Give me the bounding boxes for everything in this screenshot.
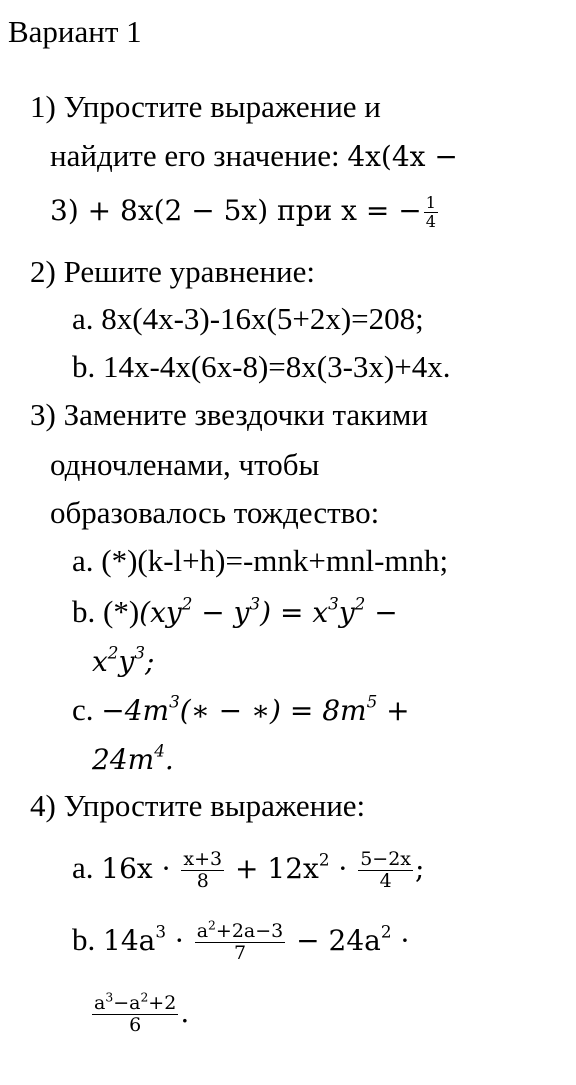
task4-b-coef1: $14a^3$ · [103, 921, 193, 957]
task3-item-b-cont [92, 641, 154, 682]
task3-item-b-prefix: b. (*) [72, 594, 140, 629]
task1-x-fraction: $\frac{1}{4}$ [425, 193, 436, 232]
task3-item-c-prefix: c. [72, 692, 102, 727]
task2-title: 2) Решите уравнение: [30, 254, 315, 289]
task1-line3 [50, 190, 440, 232]
task4-a-end: ; [415, 852, 425, 885]
task4-b-fraction1: $\frac{a^2+2a-3}{7}$ [196, 918, 284, 965]
task3-item-c-formula-end: $24m^4$. [92, 740, 174, 776]
task3-line2: одночленами, чтобы [50, 447, 320, 482]
task3-item-b-formula-end: $x^2y^3$; [92, 642, 155, 678]
task4-item-b [72, 920, 409, 965]
task1-line2-text: найдите его значение: [50, 138, 348, 173]
task4-item-a-prefix: a. [72, 850, 102, 885]
task3-item-b [72, 592, 398, 633]
task4-b-fraction2: $\frac{a^3-a^2+2}{6}$ [94, 990, 177, 1037]
task4-a-mid: + $12x^2$ · [226, 849, 357, 885]
task4-b-end: . [180, 996, 190, 1029]
task4-item-b-prefix: b. [72, 922, 103, 957]
task3-item-c-cont [92, 739, 174, 780]
task1-line2 [50, 136, 458, 177]
task4-a-fraction2: $\frac{5-2x}{4}$ [360, 847, 412, 893]
task3-line3: образовалось тождество: [50, 495, 380, 530]
task4-item-b-cont [90, 992, 189, 1037]
task3-item-c [72, 690, 410, 731]
variant-heading: Вариант 1 [8, 14, 142, 49]
task3-line1: 3) Замените звездочки такими [30, 397, 429, 432]
task2-item-b: b. 14x-4x(6x-8)=8x(3-3x)+4x. [72, 349, 451, 384]
task1-expression-end: 3) + 8x(2 − 5x) при x = − [50, 194, 422, 227]
task2-item-a: a. 8x(4x-3)-16x(5+2x)=208; [72, 301, 424, 336]
task3-item-b-formula: $(xy^2 - y^3) = x^3y^2$ − [139, 593, 398, 629]
task4-a-coef1: 16x · [101, 852, 180, 885]
task4-title: 4) Упростите выражение: [30, 788, 366, 823]
task4-b-mid: − $24a^2$ · [287, 921, 410, 957]
task3-item-a: a. (*)(k-l+h)=-mnk+mnl-mnh; [72, 543, 449, 578]
task4-item-a [72, 848, 424, 893]
task1-line1: 1) Упростите выражение и [30, 89, 381, 124]
task4-a-fraction1: $\frac{x+3}{8}$ [183, 847, 223, 893]
task3-item-c-formula: $-4m^3(∗$ − ∗) = $8m^5$ + [101, 691, 410, 727]
task1-expression-start: 4x(4x − [347, 140, 458, 173]
